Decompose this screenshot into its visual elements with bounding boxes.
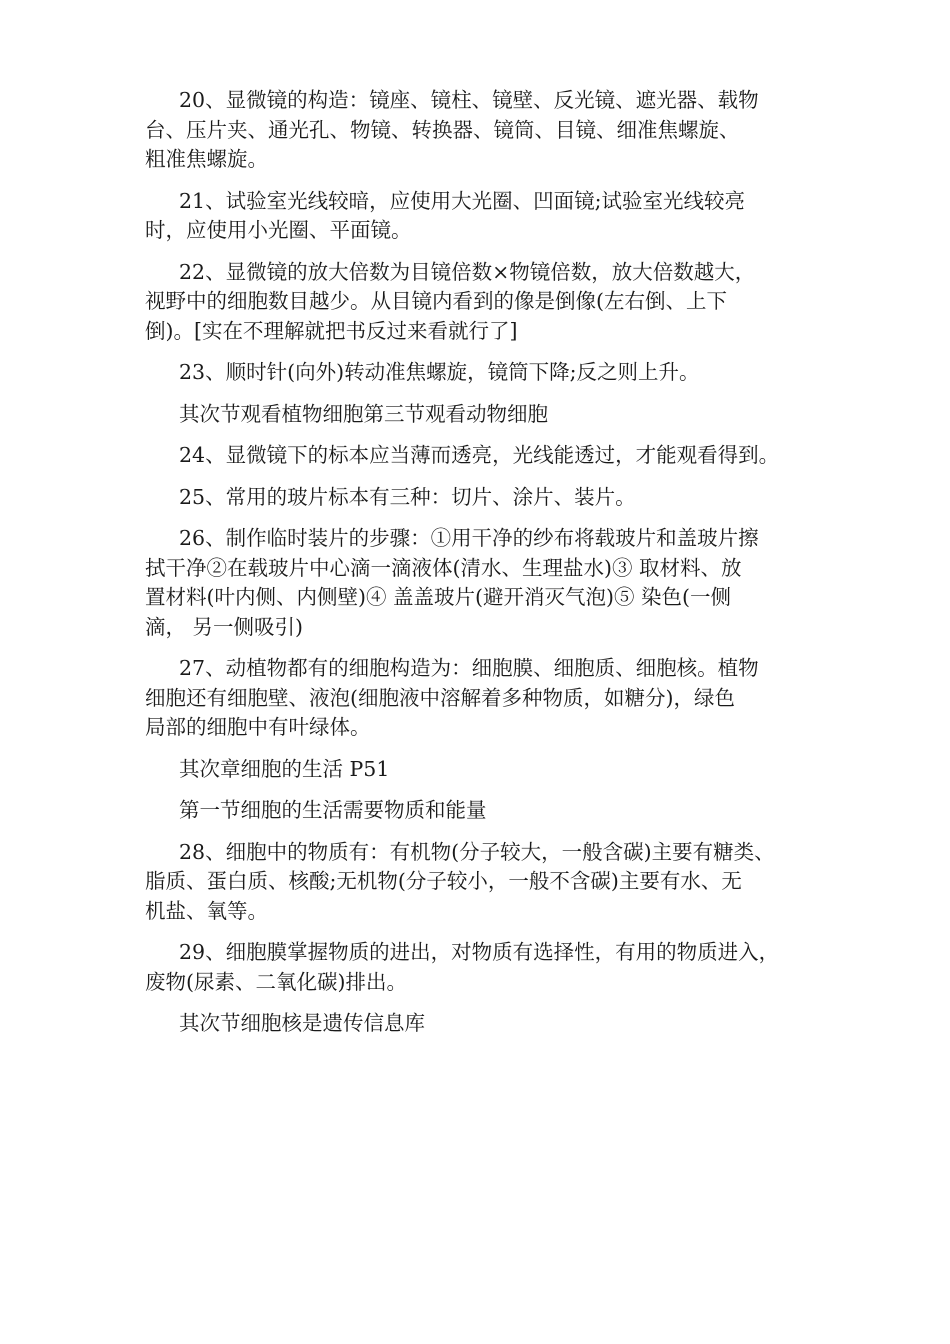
paragraph-item-20: 20、显微镜的构造：镜座、镜柱、镜壁、反光镜、遮光器、载物 台、压片夹、通光孔、物镜、转换器、镜筒、目镜、细准焦螺旋、 粗准焦螺旋。 bbox=[145, 88, 759, 171]
paragraph-item-28: 28、细胞中的物质有：有机物(分子较大，一般含碳)主要有糖类、 脂质、蛋白质、核酸;无机物(分子较小，一般不含碳)主要有水、无 机盐、氧等。 bbox=[145, 839, 775, 923]
paragraph-item-26: 26、制作临时装片的步骤：①用干净的纱布将载玻片和盖玻片擦 拭干净②在载玻片中心滴一滴液体(清水、生理盐水)③ 取材料、放 置材料(叶内侧、内侧壁)④ 盖盖玻片(避开消灭气泡)⑤ 染色(一侧 滴， 另一侧吸引) bbox=[145, 526, 759, 639]
paragraph-item-25: 25、常用的玻片标本有三种：切片、涂片、装片。 bbox=[179, 484, 636, 509]
chapter-heading: 其次章细胞的生活 P51 bbox=[179, 756, 390, 781]
section-heading-1: 第一节细胞的生活需要物质和能量 bbox=[179, 798, 487, 822]
paragraph-item-27: 27、动植物都有的细胞构造为：细胞膜、细胞质、细胞核。植物 细胞还有细胞壁、液泡(细胞液中溶解着多种物质，如糖分)，绿色 局部的细胞中有叶绿体。 bbox=[145, 656, 759, 739]
section-heading-2-3: 其次节观看植物细胞第三节观看动物细胞 bbox=[179, 401, 548, 426]
section-heading-2: 其次节细胞核是遗传信息库 bbox=[179, 1011, 425, 1035]
paragraph-item-21: 21、试验室光线较暗，应使用大光圈、凹面镜;试验室光线较亮 时，应使用小光圈、平面镜。 bbox=[145, 188, 745, 242]
paragraph-item-24: 24、显微镜下的标本应当薄而透亮，光线能透过，才能观看得到。 bbox=[179, 443, 780, 467]
paragraph-item-23: 23、顺时针(向外)转动准焦螺旋，镜筒下降;反之则上升。 bbox=[179, 360, 700, 384]
paragraph-item-22: 22、显微镜的放大倍数为目镜倍数×物镜倍数，放大倍数越大， 视野中的细胞数目越少。从目镜内看到的像是倒像(左右倒、上下 倒)。[实在不理解就把书反过来看就行了] bbox=[145, 259, 756, 343]
paragraph-item-29: 29、细胞膜掌握物质的进出，对物质有选择性，有用的物质进入， 废物(尿素、二氧化碳)排出。 bbox=[145, 940, 780, 994]
document-page bbox=[145, 86, 820, 1051]
